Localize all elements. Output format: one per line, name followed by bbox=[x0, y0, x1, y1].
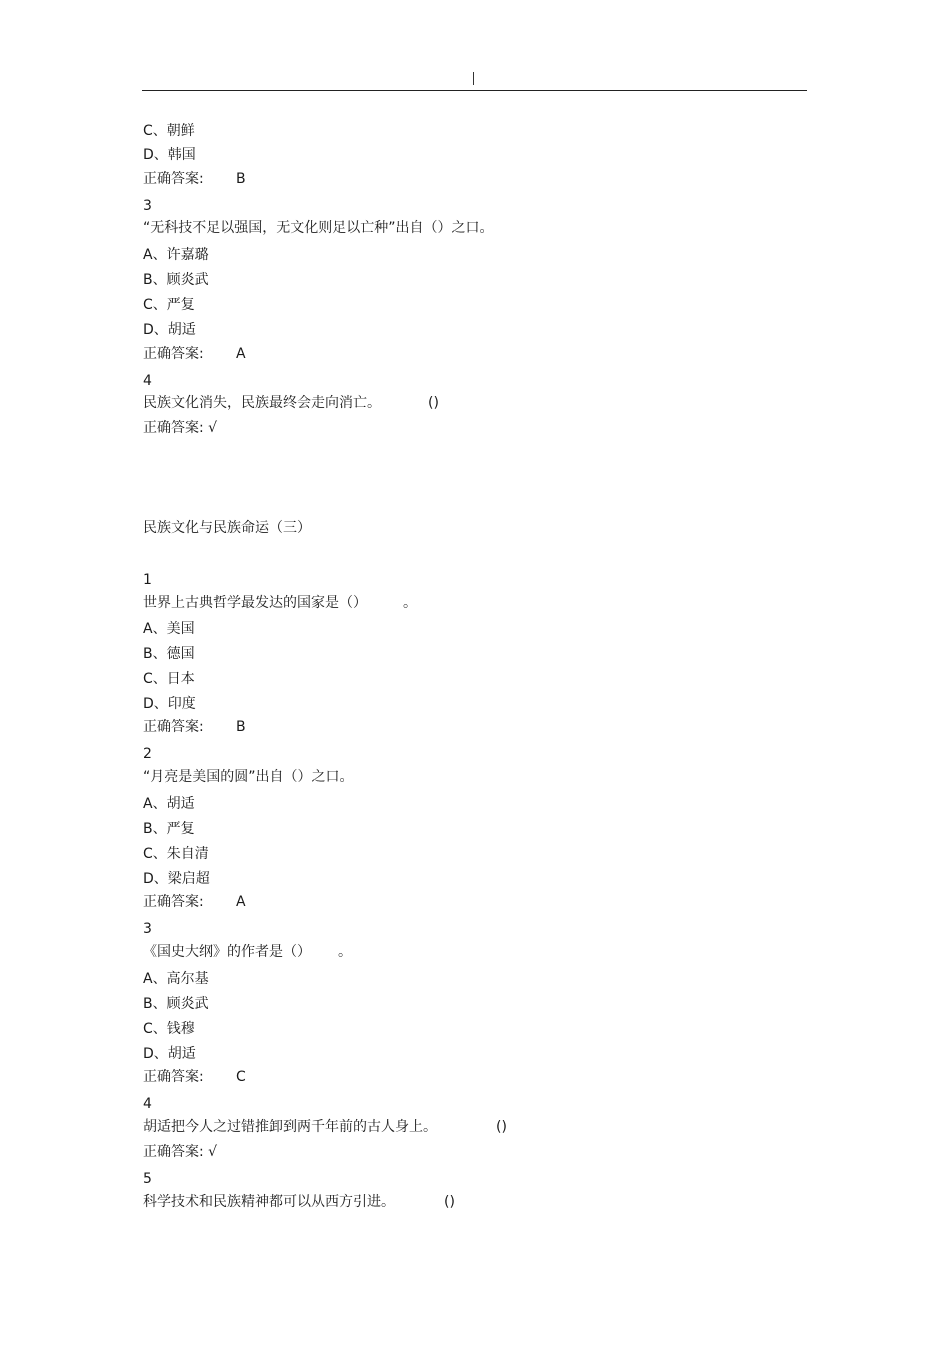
question-number: 1 bbox=[143, 572, 152, 588]
question-number: 5 bbox=[143, 1171, 152, 1187]
question-paren: () bbox=[444, 1194, 455, 1210]
option: D、印度 bbox=[143, 696, 196, 712]
answer-line bbox=[143, 893, 246, 911]
answer-line bbox=[143, 1068, 246, 1086]
option: B、顾炎武 bbox=[143, 996, 209, 1012]
option: C、严复 bbox=[143, 297, 195, 313]
option: B、顾炎武 bbox=[143, 272, 209, 288]
option: C、日本 bbox=[143, 671, 195, 687]
option: A、许嘉璐 bbox=[143, 247, 209, 263]
question-number: 3 bbox=[143, 921, 152, 937]
answer-value: A bbox=[236, 894, 246, 910]
question-tail: 。 bbox=[403, 595, 417, 611]
answer-value: C bbox=[236, 1069, 246, 1085]
question-number: 4 bbox=[143, 1096, 152, 1112]
question-text: 《国史大纲》的作者是（） bbox=[143, 944, 311, 960]
option: C、朝鲜 bbox=[143, 123, 195, 139]
question-text: “无科技不足以强国，无文化则足以亡种”出自（）之口。 bbox=[143, 220, 494, 236]
answer-line bbox=[143, 1143, 217, 1161]
question-number: 3 bbox=[143, 198, 152, 214]
option: D、胡适 bbox=[143, 322, 196, 338]
answer-label: 正确答案: bbox=[143, 1069, 204, 1085]
option: A、高尔基 bbox=[143, 971, 209, 987]
question-text: 胡适把今人之过错推卸到两千年前的古人身上。 bbox=[143, 1119, 437, 1135]
option: C、钱穆 bbox=[143, 1021, 195, 1037]
option: B、严复 bbox=[143, 821, 195, 837]
answer-label: 正确答案: bbox=[143, 1144, 204, 1160]
option: A、胡适 bbox=[143, 796, 195, 812]
option: D、胡适 bbox=[143, 1046, 196, 1062]
answer-value: B bbox=[236, 719, 246, 735]
section-title: 民族文化与民族命运（三） bbox=[143, 520, 311, 536]
question-text: 世界上古典哲学最发达的国家是（） bbox=[143, 595, 367, 611]
answer-label: 正确答案: bbox=[143, 894, 204, 910]
answer-label: 正确答案: bbox=[143, 346, 204, 362]
answer-line bbox=[143, 419, 217, 437]
answer-value: B bbox=[236, 171, 246, 187]
question-text: 民族文化消失，民族最终会走向消亡。 bbox=[143, 395, 381, 411]
answer-value: A bbox=[236, 346, 246, 362]
question-paren: () bbox=[428, 395, 439, 411]
question-tail: 。 bbox=[338, 944, 352, 960]
answer-label: 正确答案: bbox=[143, 420, 204, 436]
question-text: “月亮是美国的圆”出自（）之口。 bbox=[143, 769, 354, 785]
option: D、韩国 bbox=[143, 147, 196, 163]
option: A、美国 bbox=[143, 621, 195, 637]
question-number: 4 bbox=[143, 373, 152, 389]
answer-value: √ bbox=[208, 420, 218, 436]
answer-value: √ bbox=[208, 1144, 218, 1160]
header-mark bbox=[473, 72, 474, 85]
answer-line bbox=[143, 718, 246, 736]
question-text: 科学技术和民族精神都可以从西方引进。 bbox=[143, 1194, 395, 1210]
answer-label: 正确答案: bbox=[143, 171, 204, 187]
answer-line bbox=[143, 345, 246, 363]
option: C、朱自清 bbox=[143, 846, 209, 862]
option: B、德国 bbox=[143, 646, 195, 662]
option: D、梁启超 bbox=[143, 871, 210, 887]
answer-label: 正确答案: bbox=[143, 719, 204, 735]
answer-line bbox=[143, 170, 246, 188]
question-number: 2 bbox=[143, 746, 152, 762]
header-rule bbox=[142, 90, 807, 91]
question-paren: () bbox=[496, 1119, 507, 1135]
